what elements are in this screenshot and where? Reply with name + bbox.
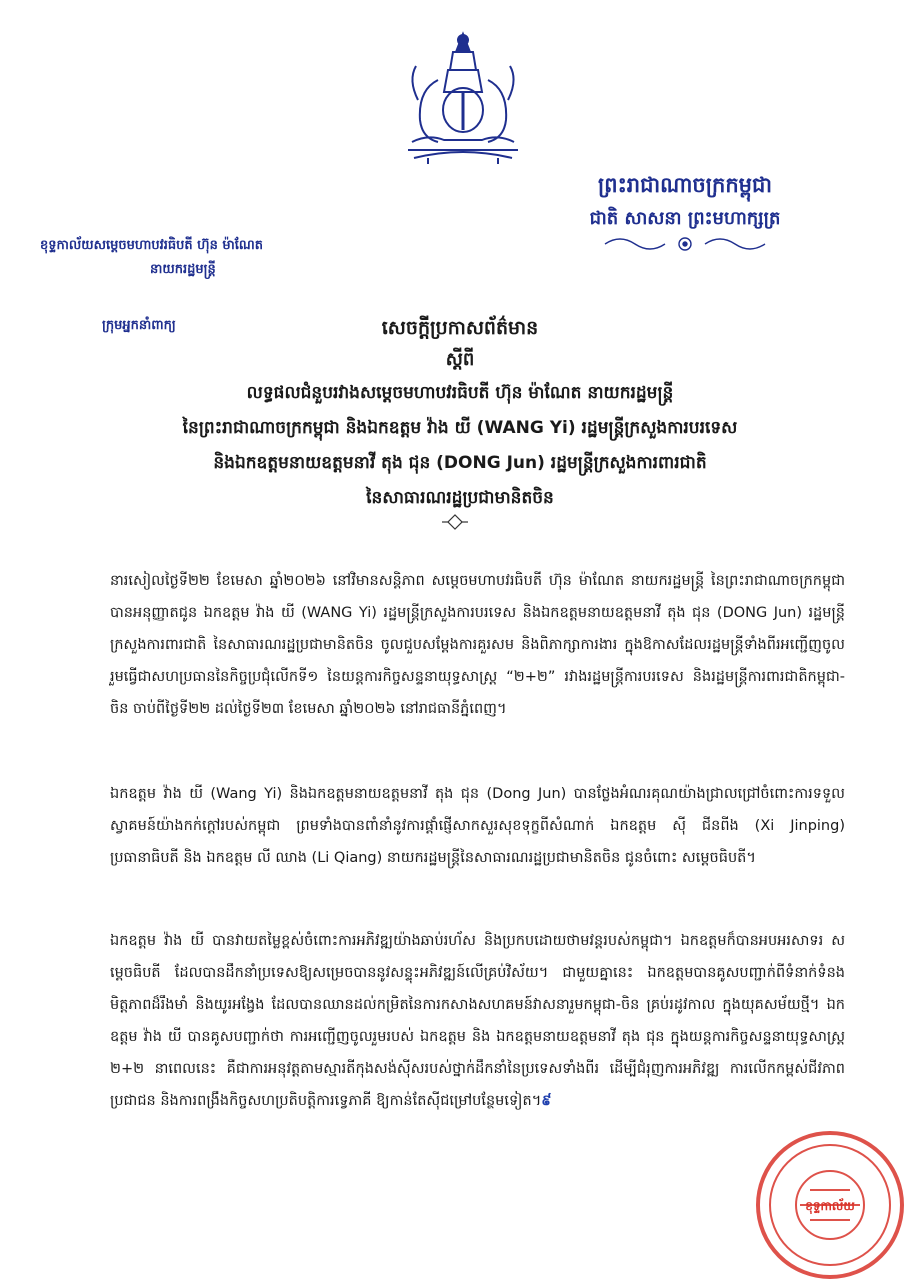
body-paragraph-2 xyxy=(110,778,845,874)
title-line-4: នៃព្រះរាជាណាចក្រកម្ពុជា និងឯកឧត្តម វ៉ាង យី (WANG Yi) រដ្ឋមន្ត្រីក្រសួងការបរទេស xyxy=(182,418,738,438)
office-line-1: ខុទ្ទកាល័យសម្តេចមហាបវរធិបតី ហ៊ុន ម៉ាណែត xyxy=(40,238,263,253)
body-paragraph-1 xyxy=(110,565,845,725)
office-line-2: នាយករដ្ឋមន្ត្រី xyxy=(150,262,216,277)
royal-emblem xyxy=(398,30,528,168)
national-motto: ជាតិ សាសនា ព្រះមហាក្សត្រ xyxy=(589,208,781,229)
issuing-office xyxy=(40,234,340,282)
page-continuation-mark: ៩ xyxy=(541,1093,552,1109)
paragraph-3-text xyxy=(110,925,845,1117)
body-paragraph-3 xyxy=(110,925,845,1117)
title-line-1: សេចក្តីប្រកាសព័ត៌មាន xyxy=(381,317,539,339)
paragraph-2-text: ឯកឧត្តម វ៉ាង យី (Wang Yi) និងឯកឧត្តមនាយឧត្តមនាវី តុង ជុន (Dong Jun) បានថ្លែងអំណរគុណយ៉ាងជ្រាលជ្រៅចំពោះការទទួលស្វាគមន៍យ៉ាងកក់ក្តៅរបស់កម្ពុជា ព្រមទាំងបានពាំនាំនូវការផ្តាំផ្ញើសាកសួរសុខទុក្ខពីសំណាក់ ឯកឧត្តម ស៊ី ជីនពីង (Xi Jinping) ប្រធានាធិបតី និង ឯកឧត្តម លី ឈាង (Li Qiang) នាយករដ្ឋមន្ត្រីនៃសាធារណរដ្ឋប្រជាមានិតចិន ជូនចំពោះ សម្តេចធិបតី។ xyxy=(110,786,845,866)
spokesperson-unit: ក្រុមអ្នកនាំពាក្យ xyxy=(102,318,176,333)
seal-text: ខុទ្ទកាល័យ xyxy=(805,1199,855,1213)
official-seal-stamp xyxy=(730,1110,905,1285)
title-separator-ornament xyxy=(440,512,470,532)
title-line-3: លទ្ធផលជំនួបរវាងសម្តេចមហាបវរធិបតី ហ៊ុន ម៉ាណែត នាយករដ្ឋមន្ត្រី xyxy=(246,383,674,403)
title-line-5: និងឯកឧត្តមនាយឧត្តមនាវី តុង ជុន (DONG Jun) រដ្ឋមន្ត្រីក្រសួងការពារជាតិ xyxy=(213,453,707,473)
document-title xyxy=(90,312,830,516)
kingdom-name: ព្រះរាជាណាចក្រកម្ពុជា xyxy=(597,173,772,197)
paragraph-3-body: ឯកឧត្តម វ៉ាង យី បានវាយតម្លៃខ្ពស់ចំពោះការអភិវឌ្ឍយ៉ាងឆាប់រហ័ស និងប្រកបដោយថាមវន្តរបស់កម្ពុជា។ ឯកឧត្តមក៏បានអបអរសាទរ សម្តេចធិបតី ដែលបានដឹកនាំប្រទេសឱ្យសម្រេចបាននូវសន្ទុះអភិវឌ្ឍន៍លើគ្រប់វិស័យ។ ជាមួយគ្នានេះ ឯកឧត្តមបានគូសបញ្ជាក់ពីទំនាក់ទំនងមិត្តភាពដ៏រឹងមាំ និងយូរអង្វែង ដែលបានឈានដល់កម្រិតនៃការកសាងសហគមន៍វាសនារួមកម្ពុជា-ចិន គ្រប់រដូវកាល ក្នុងយុគសម័យថ្មី។ ឯកឧត្តម វ៉ាង យី បានគូសបញ្ជាក់ថា ការអញ្ជើញចូលរួមរបស់ ឯកឧត្តម និង ឯកឧត្តមនាយឧត្តមនាវី តុង ជុន ក្នុងយន្តការកិច្ចសន្ទនាយុទ្ធសាស្ត្រ ២+២ នាពេលនេះ គឺជាការអនុវត្តតាមស្មារតីកុងសង់ស៊ីសរបស់ថ្នាក់ដឹកនាំនៃប្រទេសទាំងពីរ ដើម្បីជំរុញការអភិវឌ្ឍ ការលើកកម្ពស់ជីវភាពប្រជាជន និងការពង្រឹងកិច្ចសហប្រតិបត្តិការទ្វេភាគី ឱ្យកាន់តែស៊ីជម្រៅបន្ថែមទៀត។ xyxy=(110,933,845,1109)
title-line-6: នៃសាធារណរដ្ឋប្រជាមានិតចិន xyxy=(366,488,554,508)
ornament-divider xyxy=(600,234,770,254)
title-line-2: ស្តីពី xyxy=(445,349,475,370)
paragraph-1-text: នារសៀលថ្ងៃទី២២ ខែមេសា ឆ្នាំ២០២៦ នៅវិមានសន្តិភាព សម្តេចមហាបវរធិបតី ហ៊ុន ម៉ាណែត នាយករដ្ឋមន្ត្រី នៃព្រះរាជាណាចក្រកម្ពុជា បានអនុញ្ញាតជូន ឯកឧត្តម វ៉ាង យី (WANG Yi) រដ្ឋមន្ត្រីក្រសួងការបរទេស និងឯកឧត្តមនាយឧត្តមនាវី តុង ជុន (DONG Jun) រដ្ឋមន្ត្រីក្រសួងការពារជាតិ នៃសាធារណរដ្ឋប្រជាមានិតចិន ចូលជួបសម្តែងការគួរសម និងពិភាក្សាការងារ ក្នុងឱកាសដែលរដ្ឋមន្ត្រីទាំងពីរអញ្ជើញចូលរួមធ្វើជាសហប្រធាននៃកិច្ចប្រជុំលើកទី១ នៃយន្តការកិច្ចសន្ទនាយុទ្ធសាស្ត្រ “២+២” រវាងរដ្ឋមន្ត្រីការបរទេស និងរដ្ឋមន្ត្រីការពារជាតិកម្ពុជា-ចិន ចាប់ពីថ្ងៃទី២២ ដល់ថ្ងៃទី២៣ ខែមេសា ឆ្នាំ២០២៦ នៅរាជធានីភ្នំពេញ។ xyxy=(110,573,845,717)
